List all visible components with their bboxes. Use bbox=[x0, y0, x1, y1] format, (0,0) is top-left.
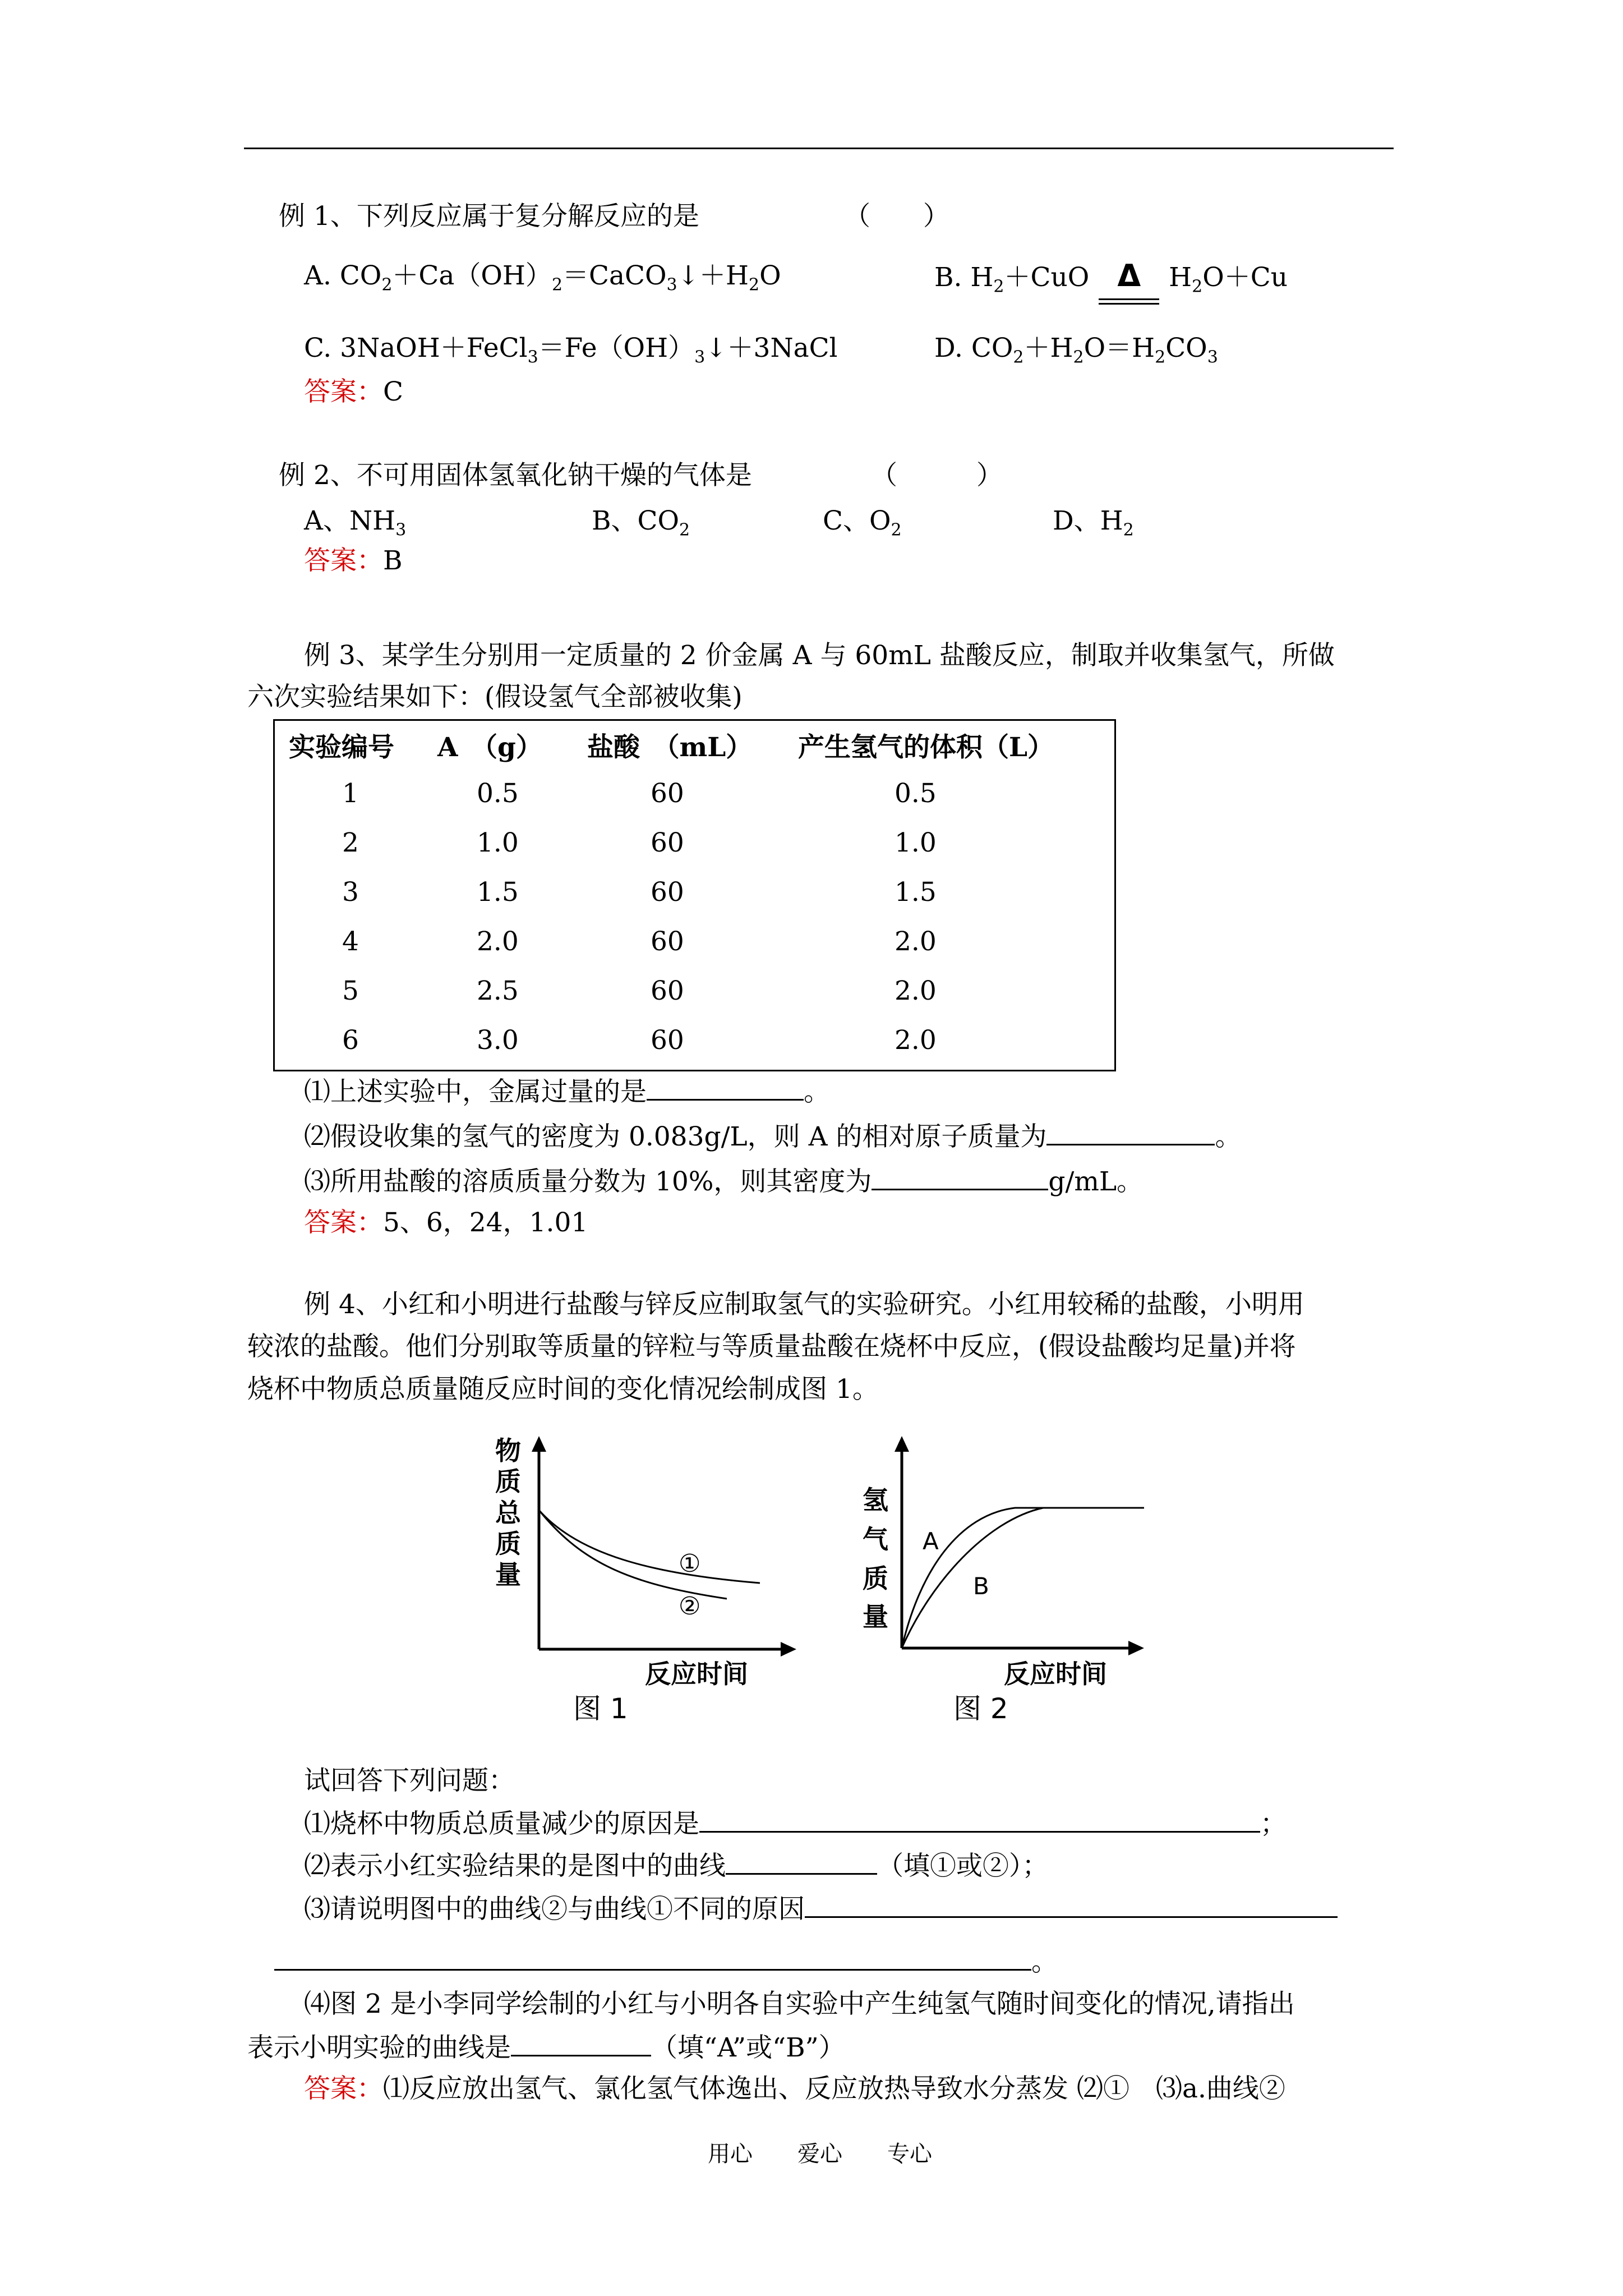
ex4-q1: ⑴烧杯中物质总质量减少的原因是 ； bbox=[304, 1806, 1287, 1841]
fig1-caption: 图 1 bbox=[573, 1692, 628, 1725]
fig1-ylabel-0: 物 bbox=[495, 1436, 521, 1466]
ex4-q3: ⑶请说明图中的曲线②与曲线①不同的原因 bbox=[304, 1892, 1338, 1926]
table-cell: 60 bbox=[651, 827, 684, 858]
ex3-q1-blank[interactable] bbox=[647, 1074, 804, 1101]
table-cell: 4 bbox=[342, 926, 359, 957]
table-cell: 2 bbox=[342, 827, 359, 858]
table-header-volume: 产生氢气的体积（L） bbox=[798, 732, 1054, 763]
fig1-ylabel-3: 质 bbox=[495, 1529, 521, 1559]
ex4-line3: 烧杯中物质总质量随反应时间的变化情况绘制成图 1。 bbox=[247, 1374, 879, 1405]
ex3-q2-blank[interactable] bbox=[1046, 1119, 1215, 1145]
fig2-ylabel-0: 氢 bbox=[863, 1485, 888, 1515]
answer-label: 答案： bbox=[304, 376, 383, 407]
ex4-q4-line1: ⑷图 2 是小李同学绘制的小红与小明各自实验中产生纯氢气随时间变化的情况,请指出 bbox=[304, 1989, 1295, 2019]
ex4-q2: ⑵表示小红实验结果的是图中的曲线 （填①或②）； bbox=[304, 1848, 1049, 1883]
ex4-q1-blank[interactable] bbox=[699, 1806, 1260, 1833]
fig1-curve-1-label: ① bbox=[679, 1549, 701, 1578]
ex4-q4-line2: 表示小明实验的曲线是 （填“A”或“B”） bbox=[247, 2030, 845, 2065]
ex2-option-a: A、$NH_3$ bbox=[304, 505, 407, 540]
ex4-q4-blank[interactable] bbox=[511, 2030, 651, 2056]
fig2-caption: 图 2 bbox=[953, 1692, 1008, 1725]
ex1-paren: （ ） bbox=[844, 201, 949, 232]
table-cell: 60 bbox=[651, 778, 684, 809]
fig1-curve-1 bbox=[539, 1510, 760, 1583]
table-cell: 1 bbox=[342, 778, 359, 809]
ex4-q3-blank[interactable] bbox=[805, 1892, 1338, 1918]
fig2-x-arrow bbox=[1128, 1641, 1144, 1655]
ex3-q3-blank[interactable] bbox=[872, 1164, 1048, 1190]
table-header-id: 实验编号 bbox=[289, 732, 394, 763]
ex4-q2-blank[interactable] bbox=[726, 1848, 877, 1875]
ex1-option-c: C. $3NaOH+FeCl_3=Fe(OH)_3↓+3NaCl$ bbox=[304, 333, 838, 367]
ex1-answer bbox=[304, 375, 403, 409]
fig1-ylabel-4: 量 bbox=[495, 1559, 521, 1590]
ex4-line2: 较浓的盐酸。他们分别取等质量的锌粒与等质量盐酸在烧杯中反应，(假设盐酸均足量)并将 bbox=[247, 1331, 1296, 1362]
fig1-y-arrow bbox=[532, 1436, 546, 1452]
ex1-option-a: A. $CO_2+Ca(OH)_2=CaCO_3↓+H_2O$ bbox=[304, 260, 781, 295]
fig2-ylabel-3: 量 bbox=[863, 1602, 888, 1632]
ex2-option-d: D、$H_2$ bbox=[1053, 505, 1134, 540]
table-cell: 60 bbox=[651, 926, 684, 957]
ex1-option-d: D. $CO_2+H_2O=H_2CO_3$ bbox=[934, 333, 1218, 367]
ex4-intro: 试回答下列问题： bbox=[304, 1765, 515, 1796]
table-cell: 1.0 bbox=[895, 827, 937, 858]
fig2-y-arrow bbox=[895, 1436, 909, 1452]
table-cell: 60 bbox=[651, 877, 684, 908]
table-cell: 1.0 bbox=[477, 827, 519, 858]
fig2-curve-b-label: B bbox=[973, 1572, 989, 1600]
ex2-question: 例 2、不可用固体氢氧化钠干燥的气体是 bbox=[279, 460, 752, 491]
fig1-ylabel-1: 质 bbox=[495, 1466, 521, 1497]
table-cell: 1.5 bbox=[477, 877, 519, 908]
table-cell: 3.0 bbox=[477, 1025, 519, 1056]
table-header-acid: 盐酸 （mL） bbox=[587, 732, 753, 763]
ex3-answer: 答案：5、6，24，1.01 bbox=[304, 1207, 588, 1238]
table-cell: 2.0 bbox=[895, 976, 937, 1006]
ex3-q3: ⑶所用盐酸的溶质质量分数为 10%，则其密度为 g/mL。 bbox=[304, 1164, 1143, 1199]
table-cell: 60 bbox=[651, 976, 684, 1006]
figure-2 bbox=[852, 1436, 1144, 1733]
ex1-question bbox=[279, 200, 699, 233]
page-footer: 用心 爱心 专心 bbox=[708, 2141, 932, 2167]
ex4-q3-blank-2[interactable] bbox=[274, 1944, 1031, 1971]
answer-value: C bbox=[383, 376, 403, 407]
fig2-ylabel-2: 质 bbox=[863, 1563, 888, 1594]
ex1-question-text: 例 1、下列反应属于复分解反应的是 bbox=[279, 201, 699, 232]
ex4-q3-continuation: 。 bbox=[274, 1944, 1058, 1979]
ex2-option-c: C、$O_2$ bbox=[823, 505, 902, 540]
ex3-q1: ⑴上述实验中，金属过量的是 。 bbox=[304, 1074, 830, 1109]
heat-delta-symbol: Δ bbox=[1098, 259, 1160, 293]
fig1-ylabel-2: 总 bbox=[495, 1498, 521, 1528]
table-cell: 3 bbox=[342, 877, 359, 908]
ex2-answer: 答案：B bbox=[304, 545, 403, 576]
ex3-q2: ⑵假设收集的氢气的密度为 0.083g/L，则 A 的相对原子质量为 。 bbox=[304, 1119, 1241, 1154]
fig1-xlabel: 反应时间 bbox=[645, 1659, 748, 1689]
table-cell: 60 bbox=[651, 1025, 684, 1056]
table-cell: 5 bbox=[342, 976, 359, 1006]
table-header-mass: A （g） bbox=[437, 732, 542, 763]
table-cell: 2.0 bbox=[477, 926, 519, 957]
figure-1 bbox=[482, 1436, 796, 1733]
fig1-x-arrow bbox=[781, 1642, 796, 1657]
table-cell: 2.0 bbox=[895, 1025, 937, 1056]
ex3-line2: 六次实验结果如下：(假设氢气全部被收集) bbox=[247, 682, 743, 712]
ex1-option-b: B. $H_2+CuO$ Δ $H_2O+Cu$ bbox=[934, 259, 1288, 303]
fig2-curve-a-label: A bbox=[923, 1527, 939, 1555]
ex3-line1: 例 3、某学生分别用一定质量的 2 价金属 A 与 60mL 盐酸反应，制取并收集氢气，所做 bbox=[304, 640, 1335, 671]
table-cell: 2.5 bbox=[477, 976, 519, 1006]
table-cell: 2.0 bbox=[895, 926, 937, 957]
ex2-option-b: B、$CO_2$ bbox=[592, 505, 690, 540]
fig2-ylabel-1: 气 bbox=[863, 1524, 888, 1554]
fig2-xlabel: 反应时间 bbox=[1004, 1659, 1107, 1689]
ex2-paren: （ ） bbox=[871, 460, 1003, 491]
ex3-table bbox=[273, 719, 1116, 1071]
table-cell: 1.5 bbox=[895, 877, 937, 908]
fig1-curve-2-label: ② bbox=[679, 1592, 701, 1621]
table-cell: 0.5 bbox=[895, 778, 937, 809]
table-cell: 6 bbox=[342, 1025, 359, 1056]
ex4-answer: 答案：⑴反应放出氢气、氯化氢气体逸出、反应放热导致水分蒸发 ⑵① ⑶a.曲线② bbox=[304, 2073, 1285, 2104]
table-cell: 0.5 bbox=[477, 778, 519, 809]
ex4-line1: 例 4、小红和小明进行盐酸与锌反应制取氢气的实验研究。小红用较稀的盐酸，小明用 bbox=[304, 1289, 1304, 1320]
header-rule bbox=[244, 148, 1394, 149]
